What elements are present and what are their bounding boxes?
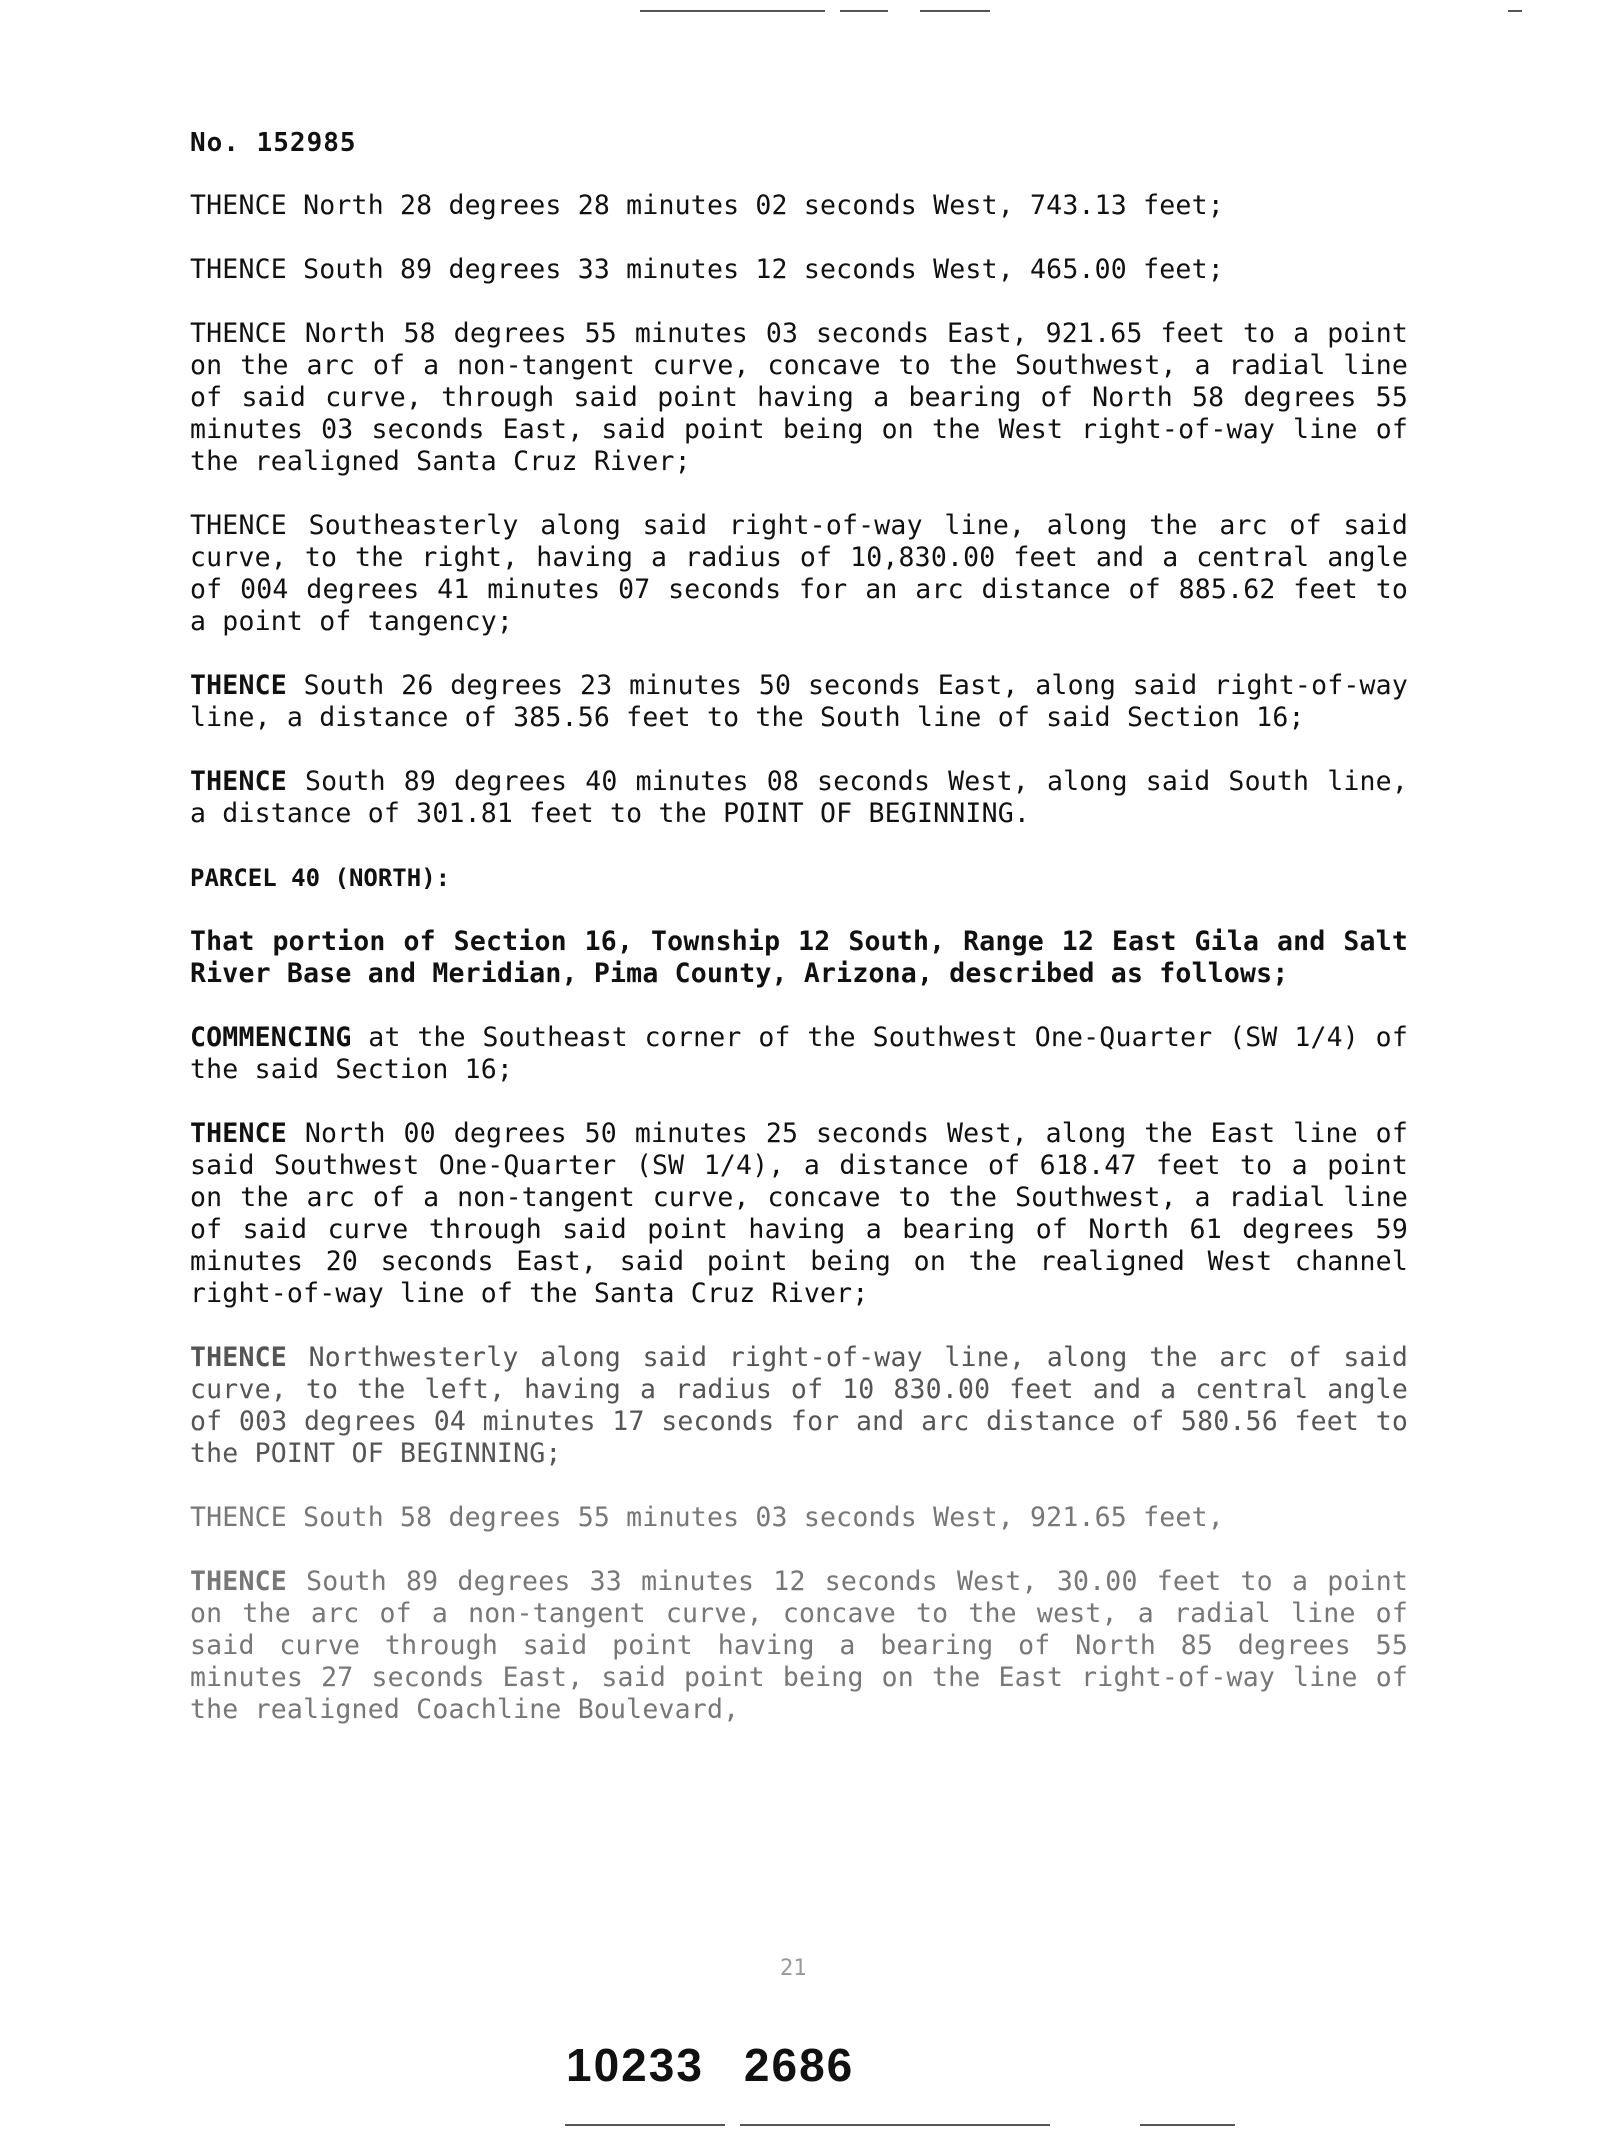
scan-artifact-line	[1508, 10, 1522, 12]
scan-artifact-line	[840, 10, 888, 12]
paragraph-lead: THENCE	[190, 1118, 287, 1149]
scan-artifact-line	[920, 10, 990, 12]
paragraph	[190, 510, 1408, 638]
paragraph	[190, 926, 1408, 990]
paragraph	[190, 1022, 1408, 1086]
paragraph-lead: THENCE	[190, 1566, 287, 1597]
paragraph-lead: THENCE	[190, 1342, 287, 1373]
paragraph-lead: COMMENCING	[190, 1022, 352, 1053]
paragraph-lead: THENCE	[190, 670, 287, 701]
paragraph-text: THENCE North 28 degrees 28 minutes 02 seconds West, 743.13 feet;	[190, 190, 1224, 221]
recording-book: 10233	[566, 2039, 704, 2091]
paragraph-text: Northwesterly along said right-of-way line, along the arc of said curve, to the left, having a radius of 10 830.00 feet and a central angle of 003 degrees 04 minutes 17 seconds for and arc distance of 580.56 feet to the POINT OF BEGINNING;	[190, 1342, 1408, 1469]
recording-stamp	[566, 2038, 854, 2092]
paragraph-text: THENCE South 58 degrees 55 minutes 03 seconds West, 921.65 feet,	[190, 1502, 1224, 1533]
paragraph	[190, 254, 1408, 286]
document-body	[190, 190, 1408, 1758]
paragraph-text: at the Southeast corner of the Southwest One-Quarter (SW 1/4) of the said Section 16;	[190, 1022, 1408, 1085]
paragraph	[190, 1502, 1408, 1534]
scan-artifact-line	[740, 2124, 1050, 2126]
recording-page: 2686	[743, 2039, 855, 2091]
paragraph	[190, 1566, 1408, 1726]
document-number: No. 152985	[190, 128, 357, 158]
paragraph-text: That portion of Section 16, Township 12 South, Range 12 East Gila and Salt River Base and Meridian, Pima County, Arizona, described as follows;	[190, 926, 1408, 989]
page-mark: 21	[780, 1956, 807, 1981]
scan-artifact-line	[565, 2124, 725, 2126]
scan-artifact-line	[640, 10, 825, 12]
paragraph-text: THENCE North 58 degrees 55 minutes 03 seconds East, 921.65 feet to a point on the arc of a non-tangent curve, concave to the Southwest, a radial line of said curve, through said point having a bearing of North 58 degrees 55 minutes 03 seconds East, said point being on the West right-of-way line of the realigned Santa Cruz River;	[190, 318, 1408, 477]
parcel-heading: PARCEL 40 (NORTH):	[190, 864, 451, 892]
paragraph	[190, 670, 1408, 734]
paragraph-text: THENCE South 89 degrees 33 minutes 12 seconds West, 465.00 feet;	[190, 254, 1224, 285]
paragraph-text: South 89 degrees 40 minutes 08 seconds West, along said South line, a distance of 301.81 feet to the POINT OF BEGINNING.	[190, 766, 1408, 829]
paragraph-text: North 00 degrees 50 minutes 25 seconds West, along the East line of said Southwest One-Quarter (SW 1/4), a distance of 618.47 feet to a point on the arc of a non-tangent curve, concave to the Southwest, a radial line of said curve through said point having a bearing of North 61 degrees 59 minutes 20 seconds East, said point being on the realigned West channel right-of-way line of the Santa Cruz River;	[190, 1118, 1408, 1309]
paragraph-text: South 26 degrees 23 minutes 50 seconds East, along said right-of-way line, a distance of 385.56 feet to the South line of said Section 16;	[190, 670, 1408, 733]
scan-artifact-line	[1140, 2124, 1235, 2126]
paragraph-text: THENCE Southeasterly along said right-of-way line, along the arc of said curve, to the right, having a radius of 10,830.00 feet and a central angle of 004 degrees 41 minutes 07 seconds for an arc distance of 885.62 feet to a point of tangency;	[190, 510, 1408, 637]
paragraph	[190, 1342, 1408, 1470]
paragraph-text: South 89 degrees 33 minutes 12 seconds West, 30.00 feet to a point on the arc of a non-tangent curve, concave to the west, a radial line of said curve through said point having a bearing of North 85 degrees 55 minutes 27 seconds East, said point being on the East right-of-way line of the realigned Coachline Boulevard,	[190, 1566, 1408, 1725]
paragraph	[190, 190, 1408, 222]
paragraph	[190, 1118, 1408, 1310]
paragraph	[190, 318, 1408, 478]
paragraph-lead: THENCE	[190, 766, 287, 797]
paragraph	[190, 766, 1408, 830]
